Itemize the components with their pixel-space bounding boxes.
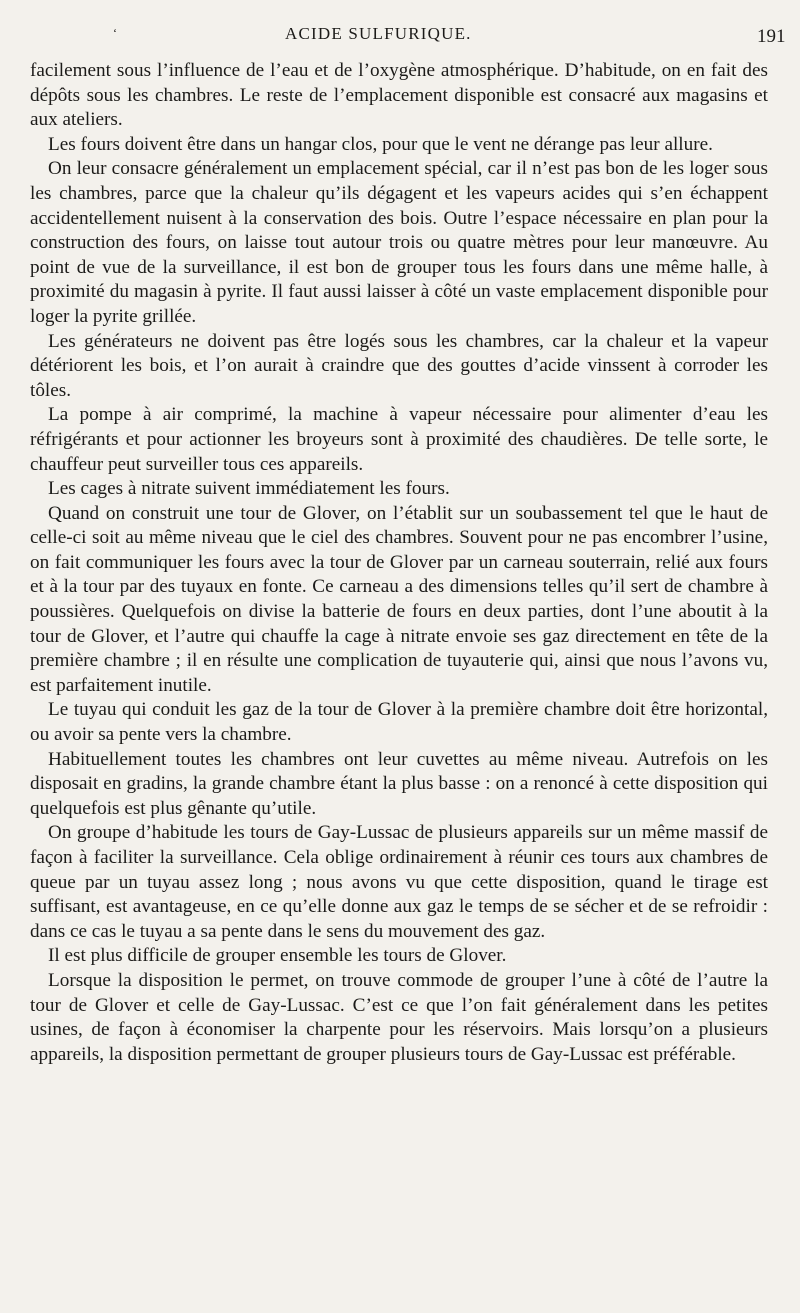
paragraph: Quand on construit une tour de Glover, on l’établit sur un soubassement tel que le haut de celle-ci soit au même niveau que le ciel des chambres. Souvent pour ne pas encombrer l’usine, on fait communiquer les fours avec la tour de Glover par un carneau souterrain, relié aux fours et à la tour par des tuyaux en fonte. Ce carneau a des dimensions telles qu’il sert de chambre à poussières. Quelquefois on divise la batterie de fours en deux parties, dont l’une aboutit à la tour de Glover, et l’autre qui chauffe la cage à nitrate envoie ses gaz directement en tête de la première chambre ; il en résulte une complication de tuyauterie qui, ainsi que nous l’avons vu, est parfaitement inutile. [30, 502, 768, 696]
running-title: ACIDE SULFURIQUE. [285, 24, 472, 43]
paragraph: On groupe d’habitude les tours de Gay-Lussac de plusieurs appareils sur un même massif de façon à faciliter la surveillance. Cela oblige ordinairement à réunir ces tours aux chambres de queue par un tuyau assez long ; nous avons vu que cette disposition, quand le tirage est suffisant, est avantageuse, en ce qu’elle donne aux gaz le temps de se sécher et de se refroidir : dans ce cas le tuyau a sa pente dans le sens du mouvement des gaz. [30, 822, 768, 942]
paragraph: Les générateurs ne doivent pas être logés sous les chambres, car la chaleur et la vapeur détériorent les bois, et l’on aurait à craindre que des gouttes d’acide vinssent à corroder les tôles. [30, 330, 768, 401]
paragraph: Les fours doivent être dans un hangar clos, pour que le vent ne dérange pas leur allure. [48, 133, 713, 155]
page-body [30, 59, 768, 1067]
paragraph-continued: facilement sous l’influence de l’eau et de l’oxygène atmosphérique. D’habitude, on en fait des dépôts sous les chambres. Le reste de l’emplacement disponible est consacré aux magasins et aux ateliers. [30, 60, 768, 131]
paragraph: Lorsque la disposition le permet, on trouve commode de grouper l’une à côté de l’autre la tour de Glover et celle de Gay-Lussac. C’est ce que l’on fait généralement dans les petites usines, de façon à économiser la charpente pour les réservoirs. Mais lorsqu’on a plusieurs appareils, la disposition permettant de grouper plusieurs tours de Gay-Lussac est préférable. [30, 969, 768, 1065]
paragraph: Les cages à nitrate suivent immédiatement les fours. [48, 478, 450, 500]
paragraph: On leur consacre généralement un emplacement spécial, car il n’est pas bon de les loger sous les chambres, parce que la chaleur qu’ils dégagent et les vapeurs acides qui s’en échappent accidentellement nuisent à la conservation des bois. Outre l’espace nécessaire en plan pour la construction des fours, on laisse tout autour trois ou quatre mètres pour leur manœuvre. Au point de vue de la surveillance, il est bon de grouper tous les fours dans une même halle, à proximité du magasin à pyrite. Il faut aussi laisser à côté un vaste emplacement disponible pour loger la pyrite grillée. [30, 158, 768, 327]
paragraph: Le tuyau qui conduit les gaz de la tour de Glover à la première chambre doit être horizontal, ou avoir sa pente vers la chambre. [30, 699, 768, 746]
paragraph: Il est plus difficile de grouper ensemble les tours de Glover. [48, 945, 507, 967]
paragraph: La pompe à air comprimé, la machine à vapeur nécessaire pour alimenter d’eau les réfrigérants et pour actionner les broyeurs sont à proximité des chaudières. De telle sorte, le chauffeur peut surveiller tous ces appareils. [30, 404, 768, 475]
page-number: 191 [757, 26, 786, 47]
running-header [0, 20, 800, 48]
header-mark: ‘ [113, 26, 117, 40]
paragraph: Habituellement toutes les chambres ont leur cuvettes au même niveau. Autrefois on les disposait en gradins, la grande chambre étant la plus basse : on a renoncé à cette disposition qui quelquefois est plus gênante qu’utile. [30, 748, 768, 819]
